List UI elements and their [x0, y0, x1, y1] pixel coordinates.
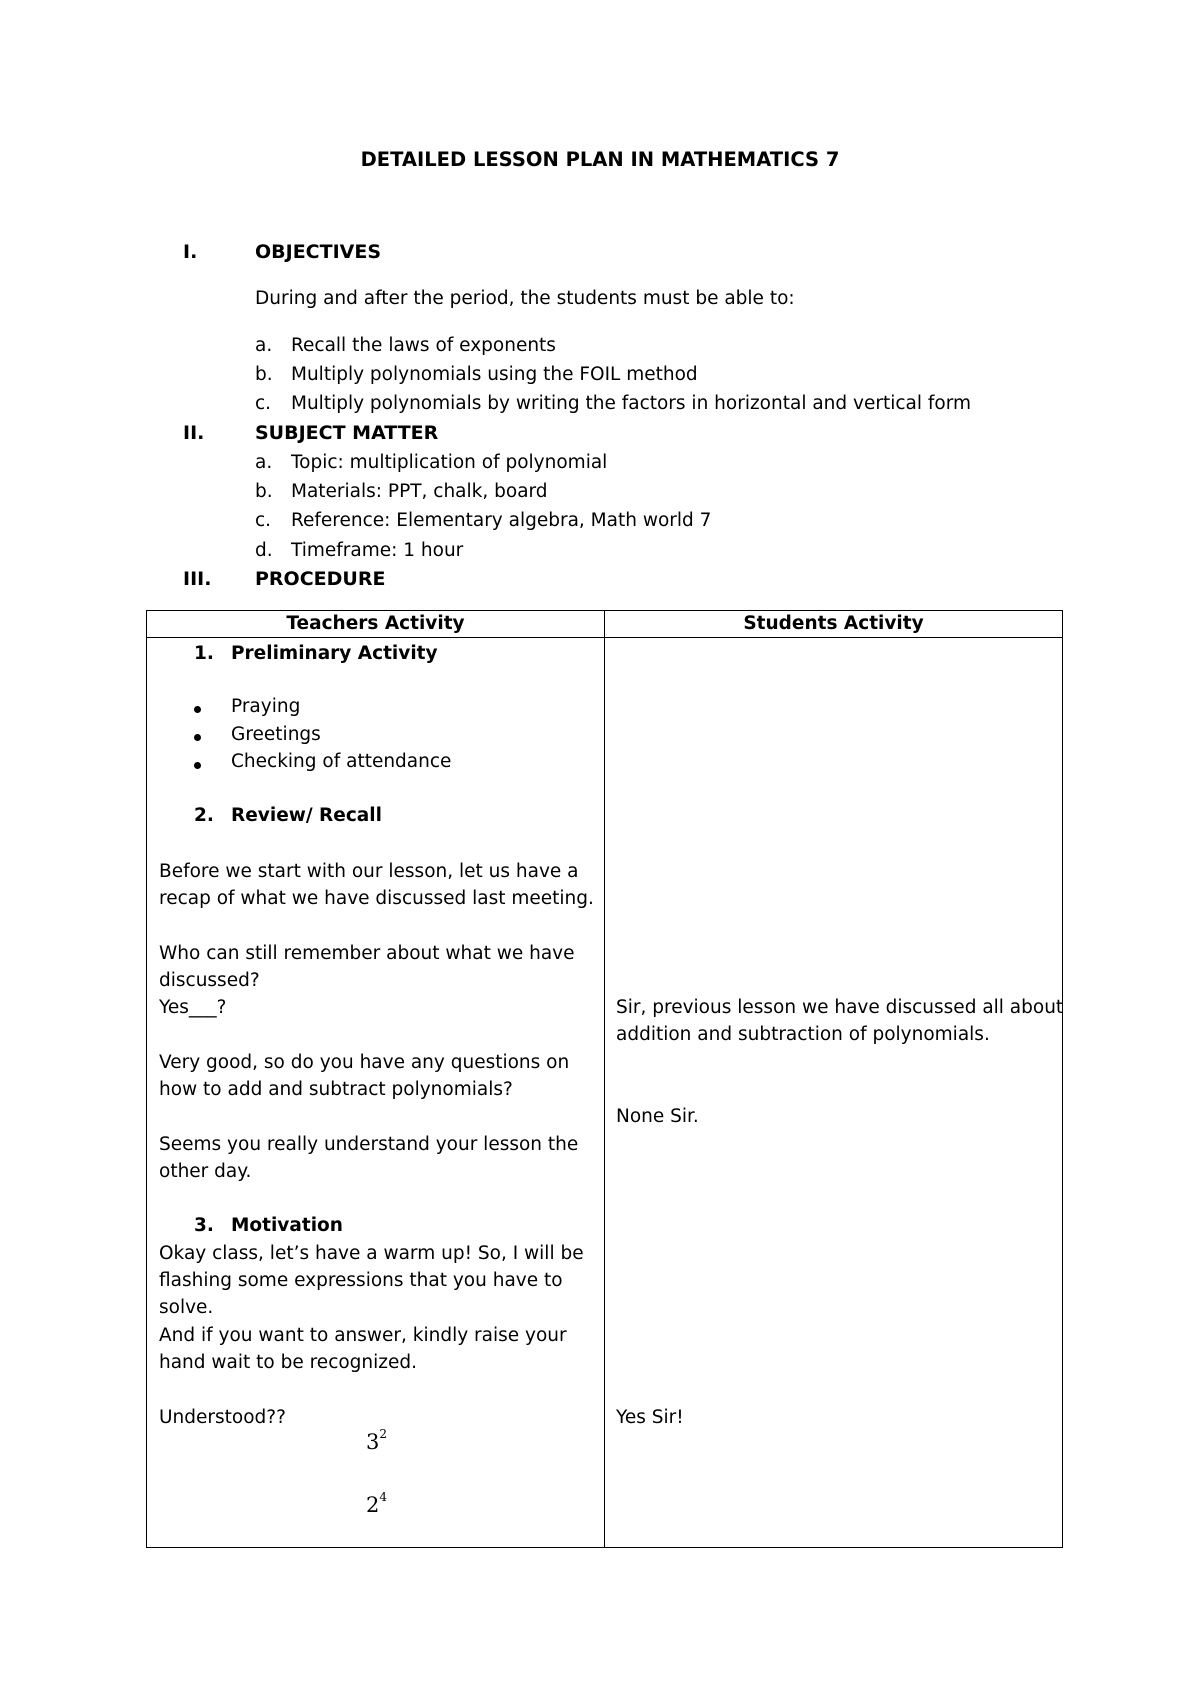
procedure-table — [146, 610, 1063, 1548]
teacher-text: Very good, so do you have any questions on — [159, 1052, 570, 1073]
teacher-text: Understood?? — [159, 1407, 286, 1428]
subject-item: Topic: multiplication of polynomial — [291, 452, 608, 473]
math-expression: $2^4$ — [366, 1490, 388, 1517]
subject-item: Reference: Elementary algebra, Math world 7 — [291, 510, 712, 531]
step-number: 1. — [194, 643, 214, 664]
bullet-icon — [194, 706, 201, 713]
table-row — [147, 638, 1063, 1548]
step-title-review: Review/ Recall — [231, 805, 382, 826]
objective-letter: a. — [255, 335, 273, 356]
bullet-item: Greetings — [231, 724, 321, 745]
subject-letter: c. — [255, 510, 272, 531]
teacher-text: discussed? — [159, 970, 260, 991]
teacher-text: Before we start with our lesson, let us have a — [159, 861, 579, 882]
student-text: Yes Sir! — [616, 1407, 684, 1428]
table-header-row — [147, 611, 1063, 638]
teacher-text: how to add and subtract polynomials? — [159, 1079, 513, 1100]
column-header-student: Students Activity — [605, 611, 1063, 638]
subject-item: Materials: PPT, chalk, board — [291, 481, 548, 502]
subject-letter: a. — [255, 452, 273, 473]
bullet-item: Praying — [231, 696, 301, 717]
teacher-text: Who can still remember about what we have — [159, 943, 575, 964]
student-text: addition and subtraction of polynomials. — [616, 1024, 990, 1045]
teacher-text: hand wait to be recognized. — [159, 1352, 418, 1373]
step-title-motivation: Motivation — [231, 1215, 343, 1236]
section-heading-procedure: PROCEDURE — [255, 568, 386, 590]
teacher-text: recap of what we have discussed last meeting. — [159, 888, 594, 909]
bullet-icon — [194, 762, 201, 769]
bullet-icon — [194, 734, 201, 741]
objective-item: Recall the laws of exponents — [291, 335, 556, 356]
teacher-text: Seems you really understand your lesson the — [159, 1134, 579, 1155]
teacher-text: flashing some expressions that you have to — [159, 1270, 563, 1291]
teacher-text: Okay class, let’s have a warm up! So, I will be — [159, 1243, 584, 1264]
subject-item: Timeframe: 1 hour — [291, 540, 464, 561]
student-activity-cell — [605, 638, 1063, 1548]
step-number: 2. — [194, 805, 214, 826]
math-expression: $3^2$ — [366, 1427, 388, 1454]
student-text: Sir, previous lesson we have discussed all about — [616, 997, 1064, 1018]
section-heading-subject-matter: SUBJECT MATTER — [255, 422, 439, 444]
subject-letter: b. — [255, 481, 273, 502]
step-number: 3. — [194, 1215, 214, 1236]
section-numeral-subject-matter: II. — [183, 422, 205, 444]
section-numeral-procedure: III. — [183, 568, 212, 590]
step-title-preliminary: Preliminary Activity — [231, 643, 438, 664]
teacher-text: other day. — [159, 1161, 252, 1182]
objective-letter: b. — [255, 364, 273, 385]
section-heading-objectives: OBJECTIVES — [255, 241, 382, 263]
bullet-item: Checking of attendance — [231, 751, 452, 772]
teacher-activity-cell — [147, 638, 605, 1548]
objective-item: Multiply polynomials using the FOIL method — [291, 364, 698, 385]
teacher-text: solve. — [159, 1297, 214, 1318]
subject-letter: d. — [255, 540, 273, 561]
page-title: DETAILED LESSON PLAN IN MATHEMATICS 7 — [360, 148, 840, 171]
teacher-text: And if you want to answer, kindly raise your — [159, 1325, 567, 1346]
section-numeral-objectives: I. — [183, 241, 198, 263]
teacher-text: Yes___? — [159, 997, 227, 1018]
objective-letter: c. — [255, 393, 272, 414]
student-text: None Sir. — [616, 1106, 699, 1127]
column-header-teacher: Teachers Activity — [147, 611, 605, 638]
objectives-intro: During and after the period, the students must be able to: — [255, 288, 795, 309]
objective-item: Multiply polynomials by writing the factors in horizontal and vertical form — [291, 393, 972, 414]
